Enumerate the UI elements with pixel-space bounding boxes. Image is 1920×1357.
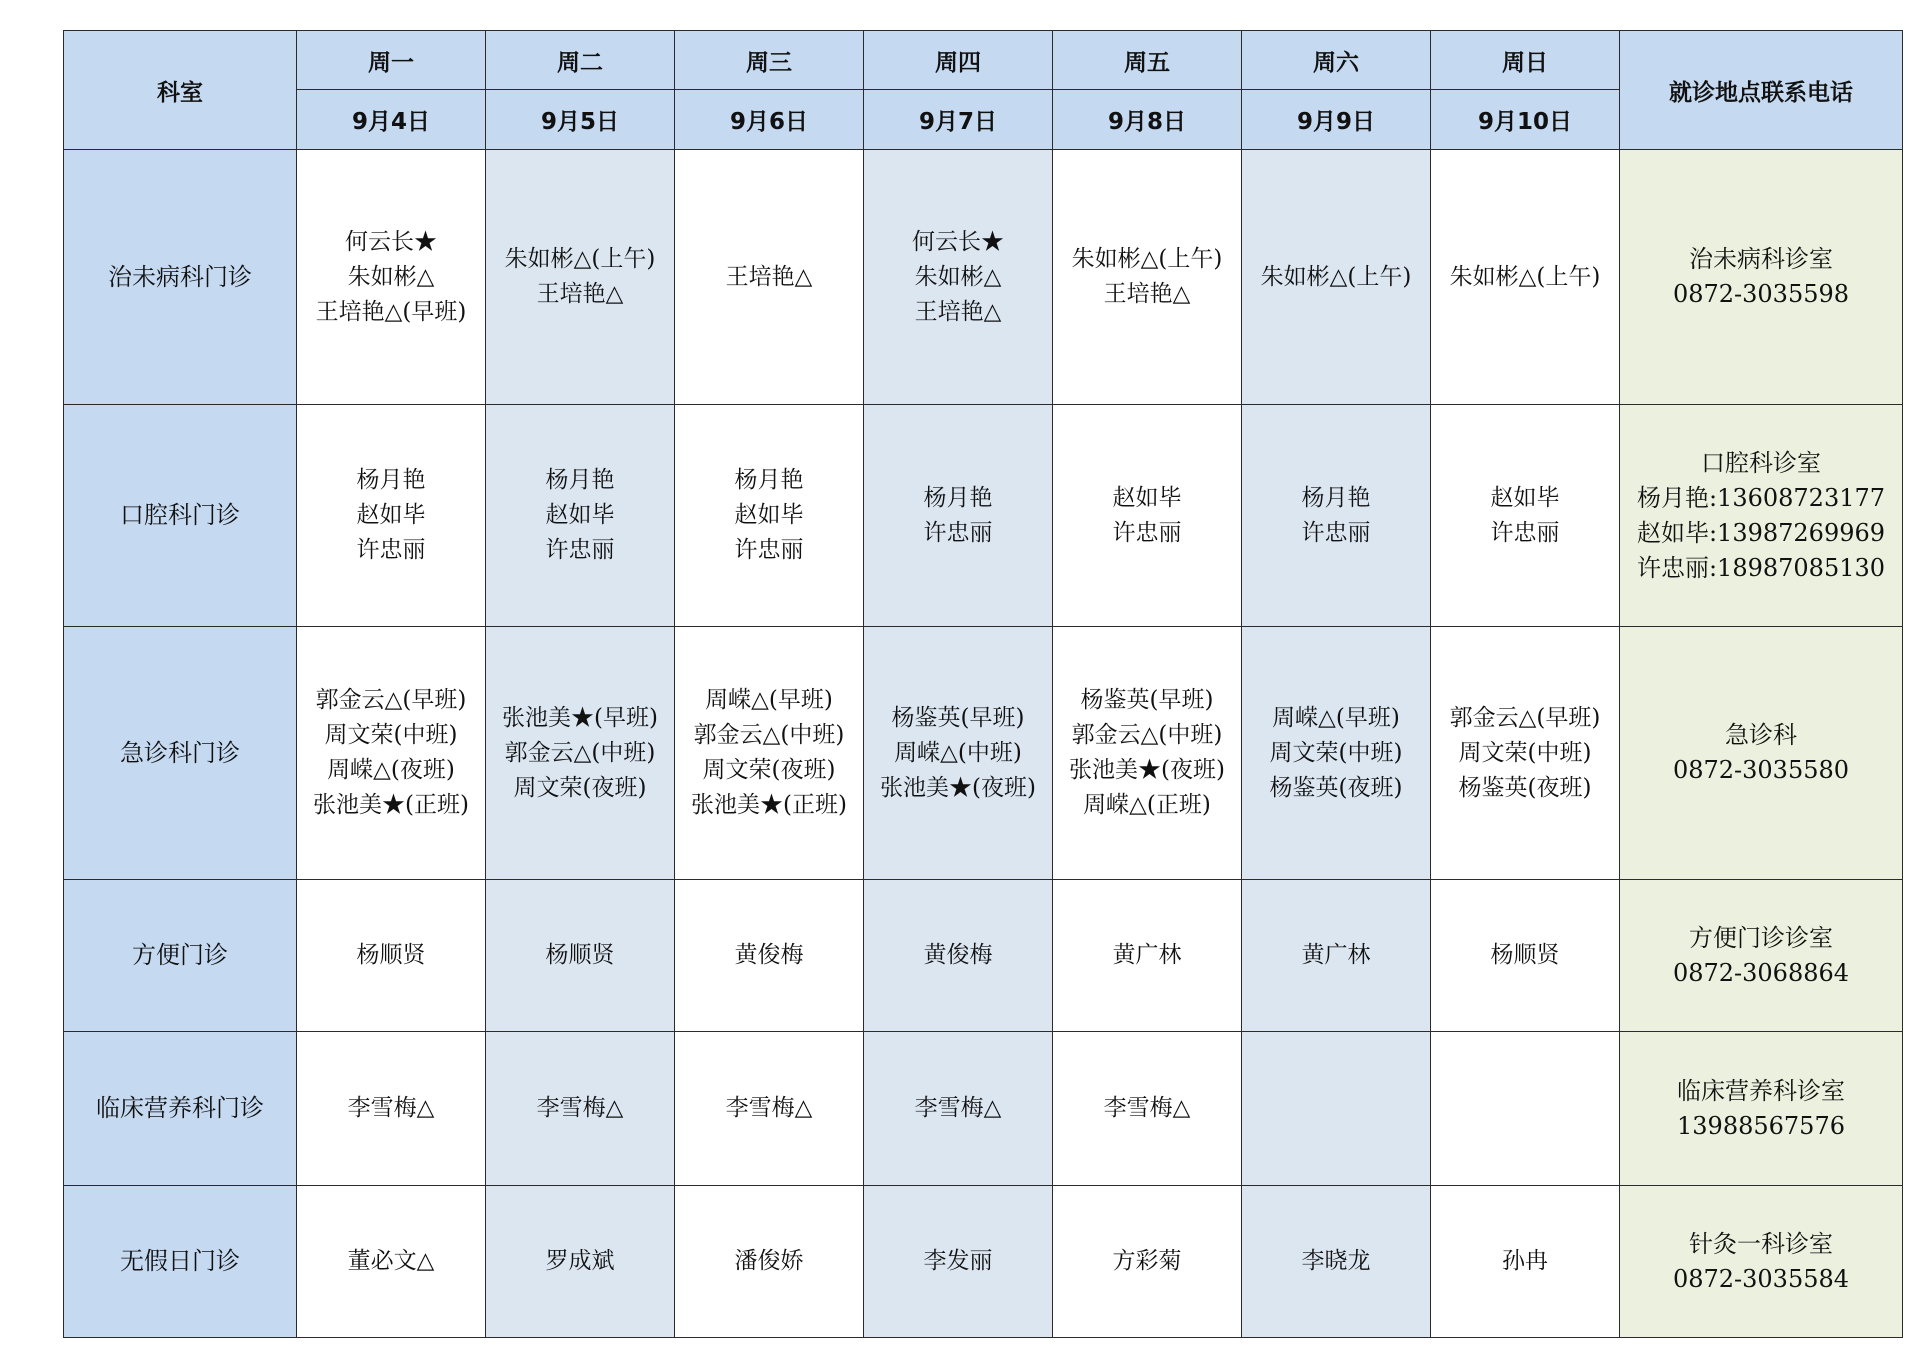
- contact-location: 治未病科诊室: [1689, 245, 1833, 273]
- staff-entry: 郭金云△(早班): [315, 687, 467, 713]
- staff-entry: 赵如毕: [734, 502, 804, 528]
- duty-cell: [1053, 880, 1242, 1032]
- staff-entry: 何云长★: [912, 228, 1004, 255]
- duty-cell: [1053, 627, 1242, 880]
- duty-cell: [1242, 1186, 1431, 1338]
- staff-entry: 杨顺贤: [1490, 942, 1560, 968]
- duty-cell: [1053, 150, 1242, 405]
- weekday-header: 周六: [1242, 31, 1431, 90]
- duty-cell: [1242, 405, 1431, 627]
- duty-cell: [1431, 405, 1620, 627]
- staff-entry: 杨鉴英(夜班): [1458, 774, 1592, 801]
- duty-cell: [297, 880, 486, 1032]
- contact-phone: 0872-3035584: [1672, 1264, 1850, 1293]
- staff-entry: 潘俊娇: [734, 1248, 804, 1274]
- contact-cell: [1620, 880, 1903, 1032]
- duty-cell: [486, 1186, 675, 1338]
- contact-location: 方便门诊诊室: [1689, 923, 1833, 952]
- staff-entry: 李雪梅△: [725, 1095, 813, 1121]
- table-header: [64, 31, 1903, 150]
- date-header: 9月5日: [486, 90, 675, 150]
- staff-entry: 周文荣(夜班): [513, 774, 647, 801]
- staff-entry: 张池美★(正班): [691, 792, 847, 818]
- date-header: 9月6日: [675, 90, 864, 150]
- weekday-header: 周二: [486, 31, 675, 90]
- staff-entry: 王培艳△(早班): [315, 298, 467, 325]
- staff-entry: 黄俊梅: [923, 942, 993, 968]
- duty-cell: [1053, 1032, 1242, 1186]
- table-row: [64, 1032, 1903, 1186]
- dept-column-header: 科室: [64, 31, 297, 150]
- staff-entry: 杨月艳: [923, 484, 993, 511]
- duty-cell: [1431, 1186, 1620, 1338]
- staff-entry: 朱如彬△(上午): [504, 246, 656, 272]
- duty-cell: [297, 1032, 486, 1186]
- duty-cell: [297, 1186, 486, 1338]
- duty-cell: [1242, 880, 1431, 1032]
- date-header: 9月7日: [864, 90, 1053, 150]
- weekday-header: 周五: [1053, 31, 1242, 90]
- staff-entry: 周嵘△(正班): [1083, 792, 1211, 818]
- contact-cell: [1620, 405, 1903, 627]
- staff-entry: 郭金云△(中班): [693, 722, 845, 748]
- duty-cell: [675, 405, 864, 627]
- contact-cell: [1620, 627, 1903, 880]
- contact-phone: 0872-3035598: [1672, 280, 1850, 308]
- staff-entry: 周文荣(中班): [1269, 739, 1403, 766]
- duty-cell: [486, 627, 675, 880]
- duty-cell: [675, 627, 864, 880]
- table-row: [64, 880, 1903, 1032]
- contact-cell: [1620, 150, 1903, 405]
- weekday-header: 周三: [675, 31, 864, 90]
- staff-entry: 杨鉴英(夜班): [1269, 774, 1403, 801]
- contact-phone: 许忠丽:18987085130: [1636, 553, 1886, 582]
- contact-column-header: 就诊地点联系电话: [1620, 31, 1903, 150]
- staff-entry: 张池美★(夜班): [1069, 757, 1225, 783]
- duty-cell: [675, 1032, 864, 1186]
- duty-cell: [297, 405, 486, 627]
- contact-phone: 13988567576: [1677, 1111, 1845, 1140]
- staff-entry: 张池美★(早班): [502, 704, 658, 731]
- staff-entry: 朱如彬△(上午): [1260, 263, 1412, 290]
- staff-entry: 郭金云△(早班): [1449, 704, 1601, 731]
- dept-name-cell: 临床营养科门诊: [64, 1032, 297, 1186]
- staff-entry: 黄俊梅: [734, 942, 804, 968]
- staff-entry: 赵如毕: [545, 502, 615, 528]
- date-header: 9月9日: [1242, 90, 1431, 150]
- contact-cell: [1620, 1186, 1903, 1338]
- duty-cell: [297, 627, 486, 880]
- duty-cell: [1242, 1032, 1431, 1186]
- table-body: [64, 150, 1903, 1338]
- contact-phone: 0872-3068864: [1672, 958, 1850, 987]
- staff-entry: 张池美★(正班): [313, 792, 469, 818]
- staff-entry: 许忠丽: [734, 537, 804, 563]
- staff-entry: 李雪梅△: [347, 1095, 435, 1121]
- staff-entry: 周文荣(中班): [324, 722, 458, 748]
- date-header: 9月8日: [1053, 90, 1242, 150]
- staff-entry: 李雪梅△: [536, 1095, 624, 1121]
- duty-cell: [1431, 880, 1620, 1032]
- staff-entry: 赵如毕: [1490, 484, 1560, 511]
- duty-cell: [1431, 627, 1620, 880]
- duty-cell: [486, 150, 675, 405]
- contact-cell: [1620, 1032, 1903, 1186]
- duty-cell: [1431, 1032, 1620, 1186]
- duty-cell: [864, 405, 1053, 627]
- contact-location: 口腔科诊室: [1701, 448, 1821, 477]
- duty-cell: [1053, 405, 1242, 627]
- staff-entry: 李发丽: [923, 1248, 993, 1274]
- staff-entry: 罗成斌: [545, 1248, 615, 1274]
- duty-cell: [864, 150, 1053, 405]
- table-row: [64, 1186, 1903, 1338]
- duty-cell: [675, 1186, 864, 1338]
- weekday-header: 周一: [297, 31, 486, 90]
- duty-cell: [675, 880, 864, 1032]
- duty-cell: [486, 405, 675, 627]
- duty-cell: [864, 1186, 1053, 1338]
- staff-entry: 王培艳△: [1103, 281, 1191, 307]
- duty-cell: [486, 1032, 675, 1186]
- staff-entry: 李雪梅△: [1103, 1095, 1191, 1121]
- duty-cell: [864, 627, 1053, 880]
- duty-cell: [1242, 627, 1431, 880]
- dept-name-cell: 方便门诊: [64, 880, 297, 1032]
- weekday-header: 周日: [1431, 31, 1620, 90]
- staff-entry: 杨月艳: [356, 467, 426, 493]
- staff-entry: 杨顺贤: [545, 942, 615, 968]
- contact-location: 临床营养科诊室: [1677, 1076, 1845, 1105]
- staff-entry: 周文荣(夜班): [702, 757, 836, 783]
- staff-entry: 孙冉: [1502, 1248, 1548, 1274]
- staff-entry: 郭金云△(中班): [504, 739, 656, 766]
- staff-entry: 周文荣(中班): [1458, 739, 1592, 766]
- staff-entry: 杨月艳: [545, 467, 615, 493]
- staff-entry: 赵如毕: [1112, 484, 1182, 511]
- staff-entry: 周嵘△(中班): [894, 739, 1022, 766]
- staff-entry: 周嵘△(早班): [1272, 704, 1400, 731]
- staff-entry: 黄广林: [1112, 942, 1182, 968]
- duty-cell: [1431, 150, 1620, 405]
- staff-entry: 朱如彬△: [347, 263, 435, 290]
- staff-entry: 许忠丽: [1301, 519, 1371, 546]
- duty-cell: [1053, 1186, 1242, 1338]
- contact-phone: 赵如毕:13987269969: [1636, 518, 1886, 547]
- staff-entry: 董必文△: [347, 1248, 435, 1274]
- staff-entry: 张池美★(夜班): [880, 774, 1036, 801]
- dept-name-cell: 急诊科门诊: [64, 627, 297, 880]
- staff-entry: 杨鉴英(早班): [1080, 687, 1214, 713]
- staff-entry: 朱如彬△(上午): [1071, 246, 1223, 272]
- duty-cell: [297, 150, 486, 405]
- staff-entry: 方彩菊: [1112, 1248, 1182, 1274]
- duty-cell: [864, 880, 1053, 1032]
- table-row: [64, 405, 1903, 627]
- staff-entry: 李雪梅△: [914, 1095, 1002, 1121]
- staff-entry: 许忠丽: [923, 519, 993, 546]
- staff-entry: 许忠丽: [356, 537, 426, 563]
- duty-cell: [1242, 150, 1431, 405]
- staff-entry: 杨顺贤: [356, 942, 426, 968]
- dept-name-cell: 无假日门诊: [64, 1186, 297, 1338]
- duty-cell: [864, 1032, 1053, 1186]
- duty-cell: [675, 150, 864, 405]
- staff-entry: 杨月艳: [734, 467, 804, 493]
- staff-entry: 李晓龙: [1301, 1248, 1371, 1274]
- dept-name-cell: 治未病科门诊: [64, 150, 297, 405]
- staff-entry: 许忠丽: [1490, 519, 1560, 546]
- duty-cell: [486, 880, 675, 1032]
- staff-entry: 杨鉴英(早班): [891, 704, 1025, 731]
- staff-entry: 周嵘△(夜班): [327, 757, 455, 783]
- date-header: 9月10日: [1431, 90, 1620, 150]
- contact-location: 急诊科: [1725, 721, 1797, 749]
- contact-phone: 0872-3035580: [1672, 756, 1850, 784]
- staff-entry: 郭金云△(中班): [1071, 722, 1223, 748]
- table-row: [64, 150, 1903, 405]
- contact-location: 针灸一科诊室: [1689, 1229, 1833, 1258]
- staff-entry: 王培艳△: [725, 263, 813, 290]
- staff-entry: 何云长★: [345, 228, 437, 255]
- staff-entry: 杨月艳: [1301, 484, 1371, 511]
- staff-entry: 朱如彬△(上午): [1449, 263, 1601, 290]
- staff-entry: 许忠丽: [1112, 519, 1182, 546]
- duty-schedule-table: [63, 30, 1903, 1338]
- staff-entry: 黄广林: [1301, 942, 1371, 968]
- staff-entry: 周嵘△(早班): [705, 687, 833, 713]
- table-row: [64, 627, 1903, 880]
- weekday-header: 周四: [864, 31, 1053, 90]
- staff-entry: 赵如毕: [356, 502, 426, 528]
- staff-entry: 朱如彬△: [914, 263, 1002, 290]
- contact-phone: 杨月艳:13608723177: [1636, 483, 1886, 512]
- date-header: 9月4日: [297, 90, 486, 150]
- staff-entry: 王培艳△: [536, 281, 624, 307]
- dept-name-cell: 口腔科门诊: [64, 405, 297, 627]
- staff-entry: 许忠丽: [545, 537, 615, 563]
- staff-entry: 王培艳△: [914, 298, 1002, 325]
- header-row-weekday: [64, 31, 1903, 90]
